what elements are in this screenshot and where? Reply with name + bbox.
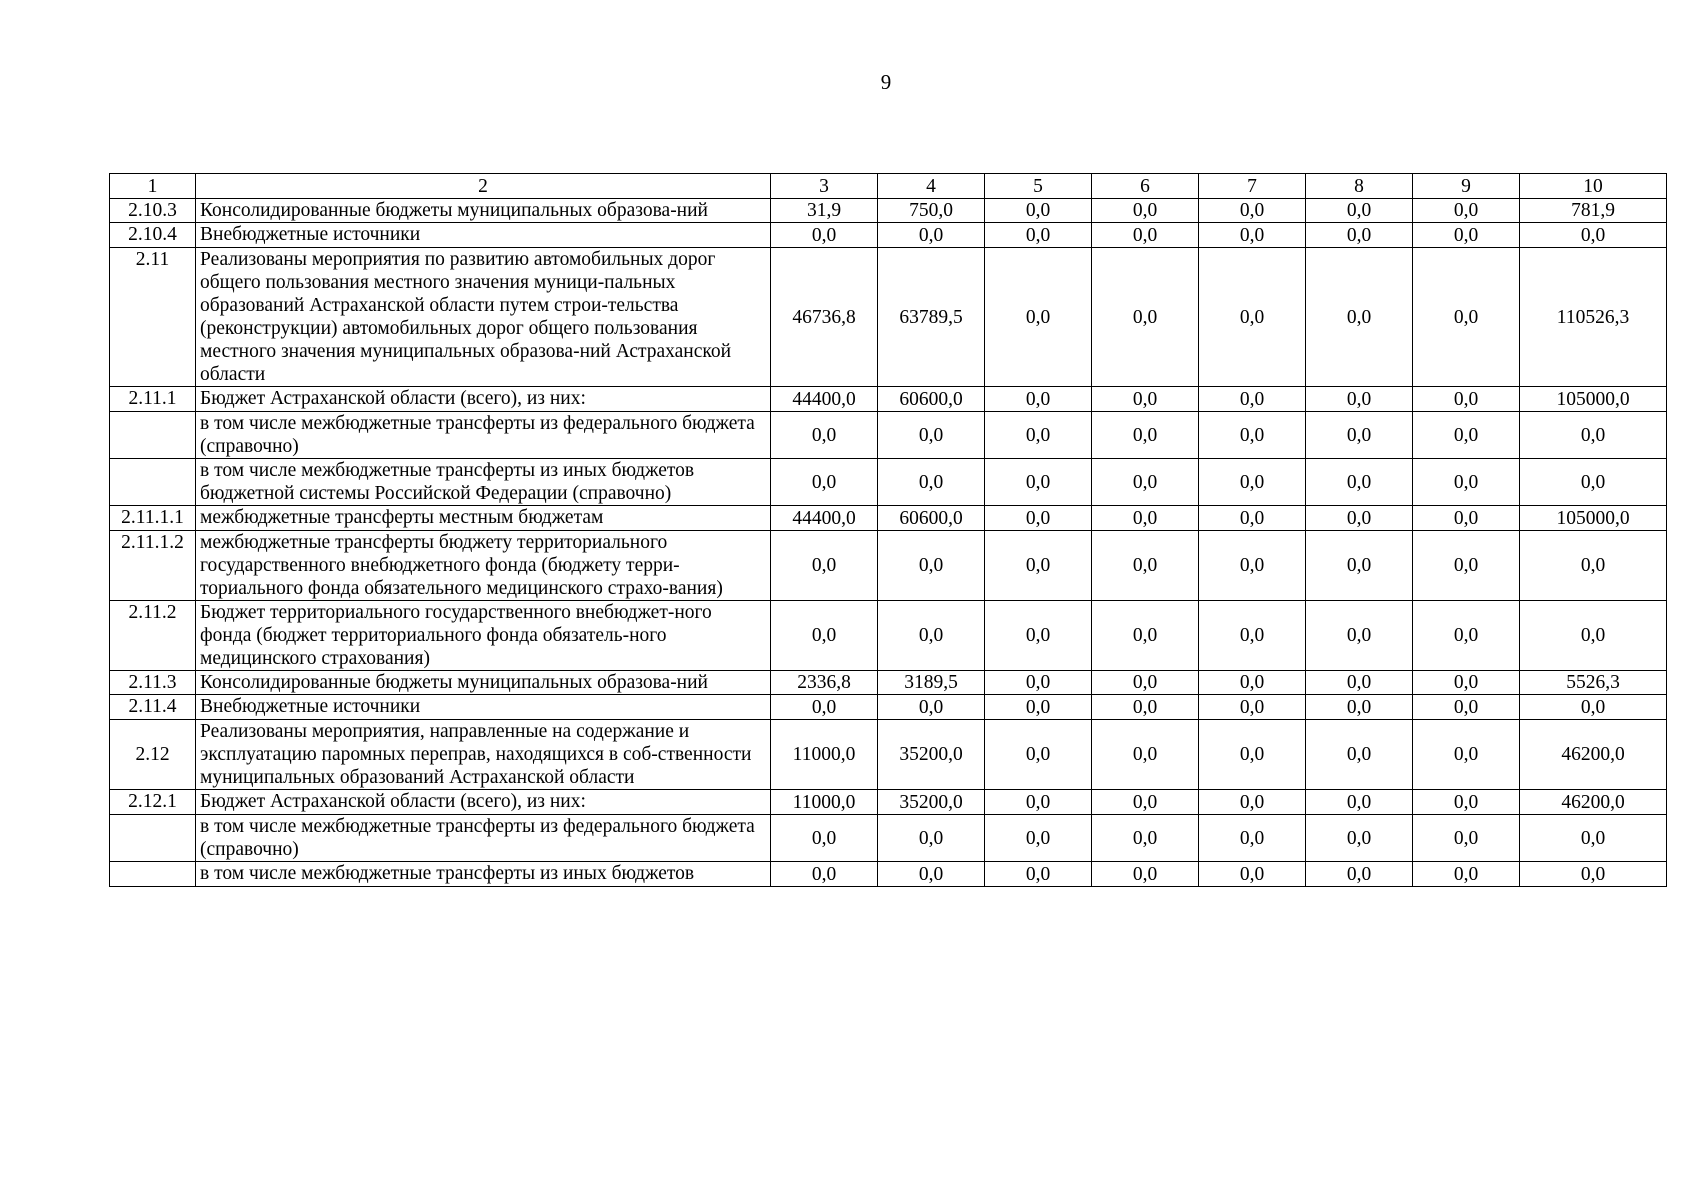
row-value: 0,0 — [1199, 506, 1306, 531]
header-row — [110, 174, 1667, 199]
table-row — [110, 506, 1667, 531]
row-value: 0,0 — [1092, 506, 1199, 531]
row-value: 0,0 — [1306, 248, 1413, 387]
row-description: Консолидированные бюджеты муниципальных образова-ний — [196, 199, 771, 223]
row-value: 0,0 — [1092, 695, 1199, 720]
row-value: 0,0 — [1092, 387, 1199, 412]
row-value: 0,0 — [1092, 459, 1199, 506]
row-value: 0,0 — [985, 506, 1092, 531]
row-value: 781,9 — [1520, 199, 1667, 223]
row-value: 0,0 — [985, 223, 1092, 248]
row-value: 0,0 — [1092, 199, 1199, 223]
row-value: 0,0 — [1092, 862, 1199, 887]
row-description: в том числе межбюджетные трансферты из федерального бюджета (справочно) — [196, 815, 771, 862]
row-value: 0,0 — [771, 412, 878, 459]
row-value: 0,0 — [1306, 862, 1413, 887]
row-value: 0,0 — [771, 601, 878, 671]
row-value: 0,0 — [1306, 412, 1413, 459]
row-number — [110, 862, 196, 887]
row-value: 0,0 — [1306, 223, 1413, 248]
row-value: 0,0 — [985, 720, 1092, 790]
row-number — [110, 412, 196, 459]
row-value: 0,0 — [1199, 790, 1306, 815]
row-number: 2.12.1 — [110, 790, 196, 815]
row-value: 0,0 — [1520, 412, 1667, 459]
table-row — [110, 387, 1667, 412]
row-value: 0,0 — [1306, 199, 1413, 223]
row-value: 0,0 — [771, 862, 878, 887]
row-number: 2.11.1 — [110, 387, 196, 412]
row-value: 60600,0 — [878, 387, 985, 412]
row-value: 0,0 — [1199, 862, 1306, 887]
row-value: 0,0 — [1520, 531, 1667, 601]
row-value: 0,0 — [1413, 248, 1520, 387]
row-description: Внебюджетные источники — [196, 223, 771, 248]
row-number: 2.11.1.1 — [110, 506, 196, 531]
column-header: 4 — [878, 174, 985, 199]
row-value: 0,0 — [1306, 459, 1413, 506]
column-header: 7 — [1199, 174, 1306, 199]
row-description: Реализованы мероприятия, направленные на содержание и эксплуатацию паромных переправ, находящихся в соб-ственности муниципальных образований Астраханской области — [196, 720, 771, 790]
column-header: 6 — [1092, 174, 1199, 199]
row-value: 0,0 — [1413, 506, 1520, 531]
row-number: 2.11.2 — [110, 601, 196, 671]
row-value: 0,0 — [1306, 671, 1413, 695]
table-row — [110, 223, 1667, 248]
table-row — [110, 199, 1667, 223]
column-header: 3 — [771, 174, 878, 199]
row-description: в том числе межбюджетные трансферты из иных бюджетов — [196, 862, 771, 887]
row-value: 0,0 — [1092, 531, 1199, 601]
row-description: Бюджет Астраханской области (всего), из них: — [196, 790, 771, 815]
row-value: 0,0 — [985, 531, 1092, 601]
row-value: 750,0 — [878, 199, 985, 223]
row-value: 0,0 — [1092, 671, 1199, 695]
row-description: Реализованы мероприятия по развитию автомобильных дорог общего пользования местного значения муници-пальных образований Астраханской области путем строи-тельства (реконструкции) автомобильных дорог общего пользования местного значения муниципальных образова-ний Астраханской области — [196, 248, 771, 387]
row-value: 0,0 — [1306, 387, 1413, 412]
row-value: 0,0 — [771, 223, 878, 248]
budget-table — [109, 173, 1667, 887]
row-value: 0,0 — [1413, 223, 1520, 248]
row-value: 0,0 — [985, 601, 1092, 671]
row-number: 2.12 — [110, 720, 196, 790]
row-value: 11000,0 — [771, 790, 878, 815]
row-value: 0,0 — [1413, 531, 1520, 601]
row-value: 0,0 — [1413, 459, 1520, 506]
row-value: 0,0 — [985, 790, 1092, 815]
row-value: 0,0 — [1413, 862, 1520, 887]
row-value: 0,0 — [1199, 601, 1306, 671]
row-value: 0,0 — [878, 695, 985, 720]
row-value: 60600,0 — [878, 506, 985, 531]
row-value: 0,0 — [771, 695, 878, 720]
row-value: 105000,0 — [1520, 387, 1667, 412]
row-value: 0,0 — [1199, 671, 1306, 695]
row-value: 0,0 — [771, 815, 878, 862]
row-value: 0,0 — [1306, 720, 1413, 790]
row-value: 0,0 — [1520, 601, 1667, 671]
row-value: 0,0 — [878, 601, 985, 671]
row-value: 0,0 — [1520, 862, 1667, 887]
table-row — [110, 459, 1667, 506]
row-number: 2.11.4 — [110, 695, 196, 720]
row-value: 44400,0 — [771, 387, 878, 412]
row-value: 0,0 — [878, 412, 985, 459]
row-value: 0,0 — [1199, 720, 1306, 790]
row-value: 0,0 — [771, 459, 878, 506]
row-value: 0,0 — [1306, 531, 1413, 601]
row-value: 0,0 — [1199, 815, 1306, 862]
row-number — [110, 815, 196, 862]
table-row — [110, 248, 1667, 387]
row-value: 0,0 — [1413, 720, 1520, 790]
row-value: 0,0 — [878, 531, 985, 601]
row-value: 0,0 — [1199, 248, 1306, 387]
row-value: 0,0 — [1306, 815, 1413, 862]
row-value: 0,0 — [1520, 223, 1667, 248]
row-value: 0,0 — [1413, 387, 1520, 412]
row-value: 0,0 — [771, 531, 878, 601]
row-description: Консолидированные бюджеты муниципальных образова-ний — [196, 671, 771, 695]
row-value: 0,0 — [1306, 695, 1413, 720]
row-value: 110526,3 — [1520, 248, 1667, 387]
row-value: 0,0 — [1092, 223, 1199, 248]
row-value: 105000,0 — [1520, 506, 1667, 531]
row-description: в том числе межбюджетные трансферты из иных бюджетов бюджетной системы Российской Федерации (справочно) — [196, 459, 771, 506]
row-value: 3189,5 — [878, 671, 985, 695]
table-row — [110, 695, 1667, 720]
row-value: 46200,0 — [1520, 720, 1667, 790]
row-value: 46736,8 — [771, 248, 878, 387]
row-number: 2.10.4 — [110, 223, 196, 248]
row-value: 0,0 — [1413, 671, 1520, 695]
row-value: 0,0 — [1199, 412, 1306, 459]
row-value: 0,0 — [1413, 790, 1520, 815]
column-header: 5 — [985, 174, 1092, 199]
table-row — [110, 815, 1667, 862]
row-value: 0,0 — [1092, 412, 1199, 459]
row-description: Внебюджетные источники — [196, 695, 771, 720]
row-value: 0,0 — [1092, 601, 1199, 671]
row-value: 0,0 — [1199, 695, 1306, 720]
row-value: 0,0 — [1199, 223, 1306, 248]
row-value: 5526,3 — [1520, 671, 1667, 695]
row-value: 0,0 — [1092, 248, 1199, 387]
row-value: 0,0 — [1413, 601, 1520, 671]
row-value: 0,0 — [1199, 199, 1306, 223]
row-value: 0,0 — [985, 387, 1092, 412]
row-value: 0,0 — [1520, 459, 1667, 506]
row-value: 35200,0 — [878, 790, 985, 815]
row-value: 0,0 — [1520, 815, 1667, 862]
row-value: 0,0 — [1413, 412, 1520, 459]
row-value: 0,0 — [985, 695, 1092, 720]
row-number: 2.11.1.2 — [110, 531, 196, 601]
row-value: 0,0 — [985, 815, 1092, 862]
row-description: в том числе межбюджетные трансферты из федерального бюджета (справочно) — [196, 412, 771, 459]
row-value: 0,0 — [1306, 506, 1413, 531]
row-value: 0,0 — [878, 815, 985, 862]
row-description: Бюджет территориального государственного внебюджет-ного фонда (бюджет территориального фонда обязатель-ного медицинского страхования) — [196, 601, 771, 671]
row-description: Бюджет Астраханской области (всего), из них: — [196, 387, 771, 412]
row-value: 0,0 — [1413, 695, 1520, 720]
row-value: 0,0 — [1199, 531, 1306, 601]
row-value: 44400,0 — [771, 506, 878, 531]
row-value: 0,0 — [985, 671, 1092, 695]
row-value: 46200,0 — [1520, 790, 1667, 815]
row-value: 0,0 — [1413, 815, 1520, 862]
row-value: 0,0 — [1413, 199, 1520, 223]
column-header: 1 — [110, 174, 196, 199]
table-row — [110, 531, 1667, 601]
row-value: 0,0 — [985, 248, 1092, 387]
row-value: 0,0 — [1092, 790, 1199, 815]
table-row — [110, 671, 1667, 695]
row-description: межбюджетные трансферты бюджету территориального государственного внебюджетного фонда (бюджету терри-ториального фонда обязательного медицинского страхо-вания) — [196, 531, 771, 601]
column-header: 8 — [1306, 174, 1413, 199]
row-number — [110, 459, 196, 506]
row-value: 0,0 — [1092, 815, 1199, 862]
row-value: 0,0 — [985, 199, 1092, 223]
row-value: 0,0 — [985, 862, 1092, 887]
row-value: 0,0 — [985, 459, 1092, 506]
row-value: 11000,0 — [771, 720, 878, 790]
row-value: 35200,0 — [878, 720, 985, 790]
row-description: межбюджетные трансферты местным бюджетам — [196, 506, 771, 531]
row-value: 0,0 — [985, 412, 1092, 459]
row-value: 2336,8 — [771, 671, 878, 695]
row-number: 2.10.3 — [110, 199, 196, 223]
row-value: 0,0 — [1199, 387, 1306, 412]
column-header: 9 — [1413, 174, 1520, 199]
row-value: 0,0 — [1199, 459, 1306, 506]
page-number: 9 — [880, 70, 892, 94]
row-value: 0,0 — [1306, 790, 1413, 815]
row-value: 0,0 — [878, 223, 985, 248]
row-number: 2.11.3 — [110, 671, 196, 695]
table-row — [110, 790, 1667, 815]
row-value: 0,0 — [1520, 695, 1667, 720]
column-header: 2 — [196, 174, 771, 199]
table-row — [110, 720, 1667, 790]
row-value: 0,0 — [1306, 601, 1413, 671]
row-value: 0,0 — [1092, 720, 1199, 790]
table-row — [110, 412, 1667, 459]
row-value: 0,0 — [878, 862, 985, 887]
table-row — [110, 862, 1667, 887]
row-value: 0,0 — [878, 459, 985, 506]
table-row — [110, 601, 1667, 671]
row-value: 31,9 — [771, 199, 878, 223]
row-number: 2.11 — [110, 248, 196, 387]
row-value: 63789,5 — [878, 248, 985, 387]
column-header: 10 — [1520, 174, 1667, 199]
